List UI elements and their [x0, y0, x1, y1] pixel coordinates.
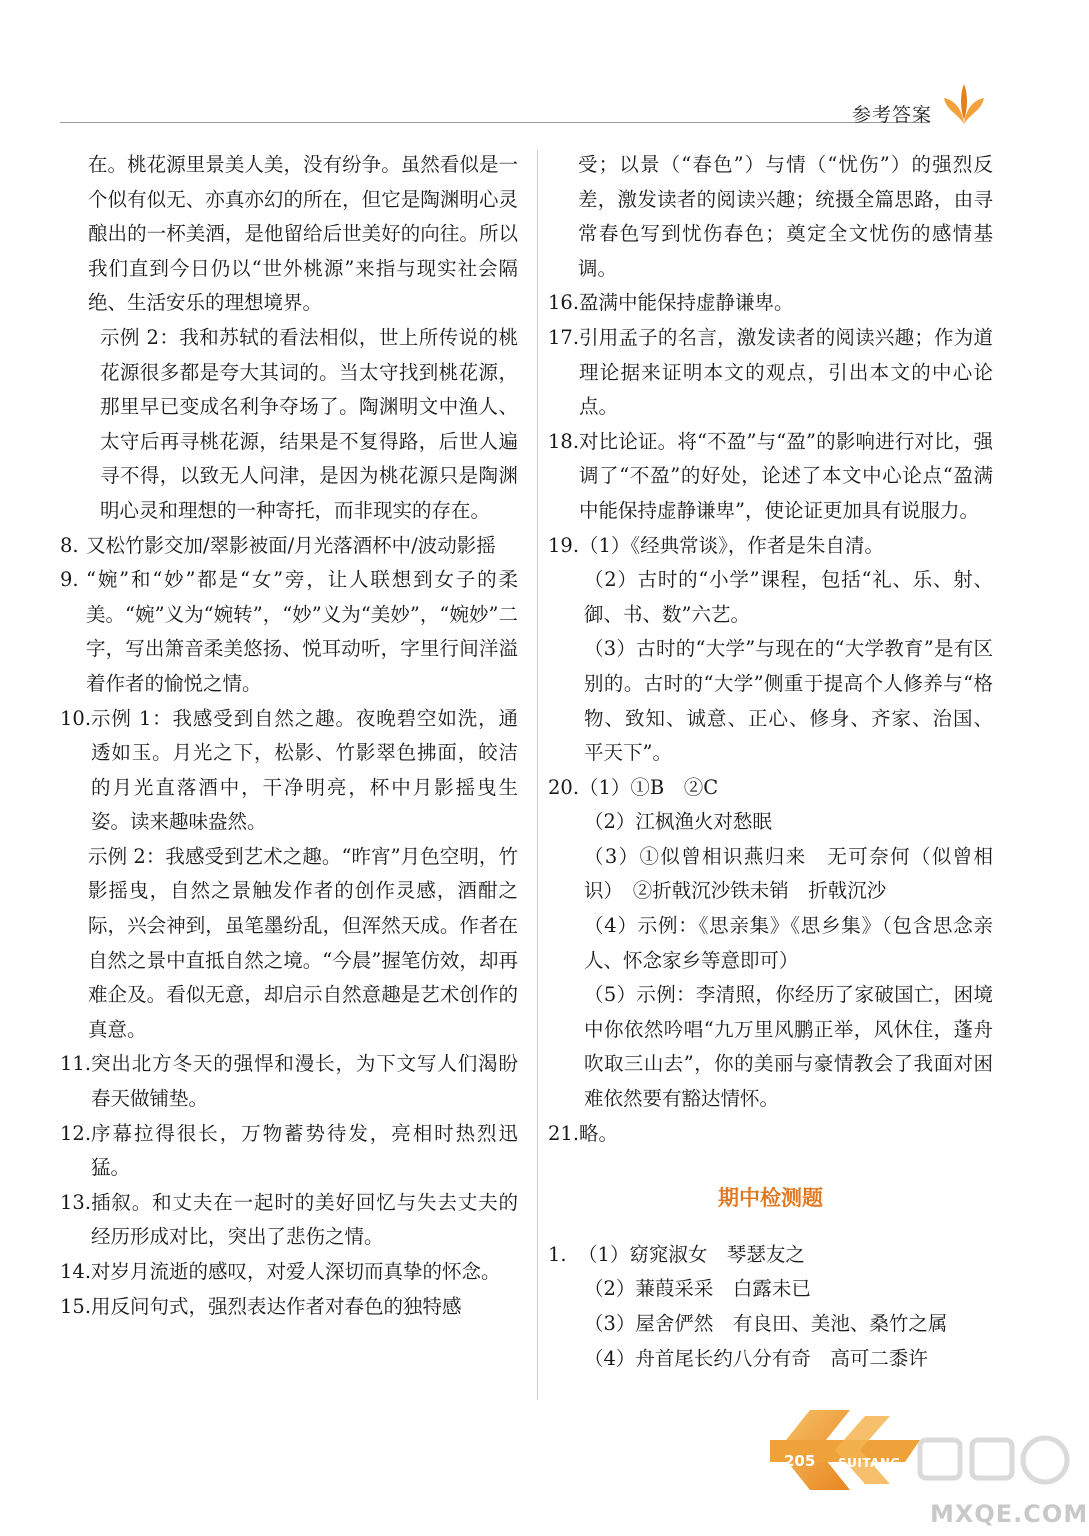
header-title: 参考答案 [852, 104, 933, 126]
page-number: 205 [784, 1452, 816, 1470]
answer-text: 插叙。和丈夫在一起时的美好回忆与失去丈夫的经历形成对比，突出了悲伤之情。 [91, 1190, 518, 1249]
answer-item [548, 771, 993, 806]
answer-number: 14. [60, 1260, 92, 1283]
answer-text: 序幕拉得很长，万物蓄势待发，亮相时热烈迅猛。 [91, 1121, 518, 1180]
answer-item [548, 529, 993, 564]
answer-item [60, 563, 518, 701]
answer-number: 13. [60, 1190, 92, 1214]
answer-item [60, 529, 518, 564]
answer-text: “婉”和“妙”都是“女”旁，让人联想到女子的柔美。“婉”义为“婉转”，“妙”义为“美妙”，“婉妙”二字，写出箫音柔美悠扬、悦耳动听，字里行间洋溢着作者的愉悦之情。 [86, 568, 518, 695]
sub-answer: （4）示例：《思亲集》《思乡集》（包含思念亲人、怀念家乡等意即可） [584, 914, 993, 972]
right-column [548, 148, 993, 1376]
answer-item [548, 1238, 993, 1273]
watermark-text: MXQE.COM [930, 1500, 1089, 1528]
answer-text: 用反问句式，强烈表达作者对春色的独特感 [91, 1294, 462, 1318]
sub-answer: （3）屋舍俨然 有良田、美池、桑竹之属 [584, 1312, 948, 1335]
sub-answer: （4）舟首尾长约八分有奇 高可二黍许 [584, 1346, 928, 1370]
answer-item [548, 286, 993, 321]
leaf-logo-icon [940, 80, 988, 128]
answer-number: 20. [548, 775, 580, 799]
answer-number: 9. [60, 568, 79, 592]
answer-item [60, 1047, 518, 1116]
answer-number: 16. [548, 291, 580, 315]
answer-item [548, 321, 993, 425]
sub-answer: （2）古时的“小学”课程，包括“礼、乐、射、御、书、数”六艺。 [584, 568, 993, 626]
answer-text: 引用孟子的名言，激发读者的阅读兴趣；作为道理论据来证明本文的观点，引出本文的中心论点。 [579, 325, 993, 419]
answer-number: 12. [60, 1121, 92, 1145]
answer-text: 突出北方冬天的强悍和漫长，为下文写人们渴盼春天做铺垫。 [91, 1052, 518, 1111]
answer-number: 21. [548, 1121, 580, 1145]
answer-text: 略。 [579, 1121, 619, 1145]
section-answers [548, 1238, 993, 1376]
sub-answer: （5）示例：李清照，你经历了家破国亡，困境中你依然吟唱“九万里风鹏正举，风休住，蓬舟吹取三山去”，你的美丽与豪情教会了我面对困难依然要有豁达情怀。 [584, 983, 993, 1111]
column-divider [537, 150, 538, 1400]
answer-number: 11. [60, 1052, 92, 1076]
left-column [60, 148, 518, 1324]
answer-number: 10. [60, 706, 92, 730]
page-number-badge [770, 1410, 930, 1490]
answer-number: 15. [60, 1294, 92, 1318]
answer-number: 8. [60, 533, 79, 557]
section-title: 期中检测题 [718, 1186, 823, 1211]
answer-text: 示例 1：我感受到自然之趣。夜晚碧空如洗，通透如玉。月光之下，松影、竹影翠色拂面，皎洁的月光直落酒中，干净明亮，杯中月影摇曳生姿。读来趣味盎然。 [91, 706, 518, 834]
answer-number: 18. [548, 429, 580, 453]
brand-logo-text: SUITANG [838, 1456, 901, 1470]
sub-answer: （2）江枫渔火对愁眠 [584, 810, 772, 834]
answer-item [60, 1255, 518, 1290]
answer-item [548, 425, 993, 529]
answer-item [548, 1117, 993, 1152]
answer-text: （1）①B ②C [579, 775, 719, 799]
right-answers [548, 148, 993, 1151]
answer-text: （1）窈窕淑女 琴瑟友之 [578, 1242, 805, 1266]
answer-text: 对岁月流逝的感叹，对爱人深切而真挚的怀念。 [91, 1260, 501, 1283]
answer-text: （1）《经典常谈》，作者是朱自清。 [579, 533, 884, 557]
sub-answer: （3）古时的“大学”与现在的“大学教育”是有区别的。古时的“大学”侧重于提高个人修养与“格物、致知、诚意、正心、修身、齐家、治国、平天下”。 [584, 637, 993, 765]
sub-answer: （2）蒹葭采采 白露未已 [584, 1277, 811, 1301]
answer-paragraph: 在。桃花源里景美人美，没有纷争。虽然看似是一个似有似无、亦真亦幻的所在，但它是陶渊明心灵酿出的一杯美酒，是他留给后世美好的向往。所以我们直到今日仍以“世外桃源”来指与现实社会隔绝、生活安乐的理想境界。 [88, 153, 518, 315]
answer-item [60, 702, 518, 840]
answer-text: 对比论证。将“不盈”与“盈”的影响进行对比，强调了“不盈”的好处，论述了本文中心论点“盈满中能保持虚静谦卑”，使论证更加具有说服力。 [579, 429, 993, 522]
answer-number: 17. [548, 325, 580, 349]
answer-paragraph: 示例 2：我和苏轼的看法相似，世上所传说的桃花源很多都是夸大其词的。当太守找到桃花源，那里早已变成名利争夺场了。陶渊明文中渔人、太守后再寻桃花源，结果是不复得路，后世人遍寻不得，以致无人问津，是因为桃花源只是陶渊明心灵和理想的一种寄托，而非现实的存在。 [100, 325, 518, 522]
answer-number: 19. [548, 533, 580, 557]
answer-paragraph: 受；以景（“春色”）与情（“忧伤”）的强烈反差，激发读者的阅读兴趣；统摄全篇思路，由寻常春色写到忧伤春色；奠定全文忧伤的感情基调。 [578, 153, 993, 280]
answer-text: 盈满中能保持虚静谦卑。 [579, 291, 794, 315]
header-rule [60, 122, 930, 123]
answer-item [60, 1186, 518, 1255]
answer-item [60, 1290, 518, 1325]
answer-item [60, 1117, 518, 1186]
sub-answer: （3）①似曾相识燕归来 无可奈何（似曾相识） ②折戟沉沙铁未销 折戟沉沙 [584, 844, 993, 903]
answer-text: 又松竹影交加/翠影被面/月光落酒杯中/波动影摇 [86, 533, 496, 557]
answer-paragraph: 示例 2：我感受到艺术之趣。“昨宵”月色空明，竹影摇曳，自然之景触发作者的创作灵感，酒酣之际，兴会神到，虽笔墨纷乱，但浑然天成。作者在自然之景中直抵自然之境。“今晨”握笔仿效，却再难企及。看似无意，却启示自然意趣是艺术创作的真意。 [88, 844, 518, 1041]
answer-number: 1. [548, 1242, 567, 1266]
